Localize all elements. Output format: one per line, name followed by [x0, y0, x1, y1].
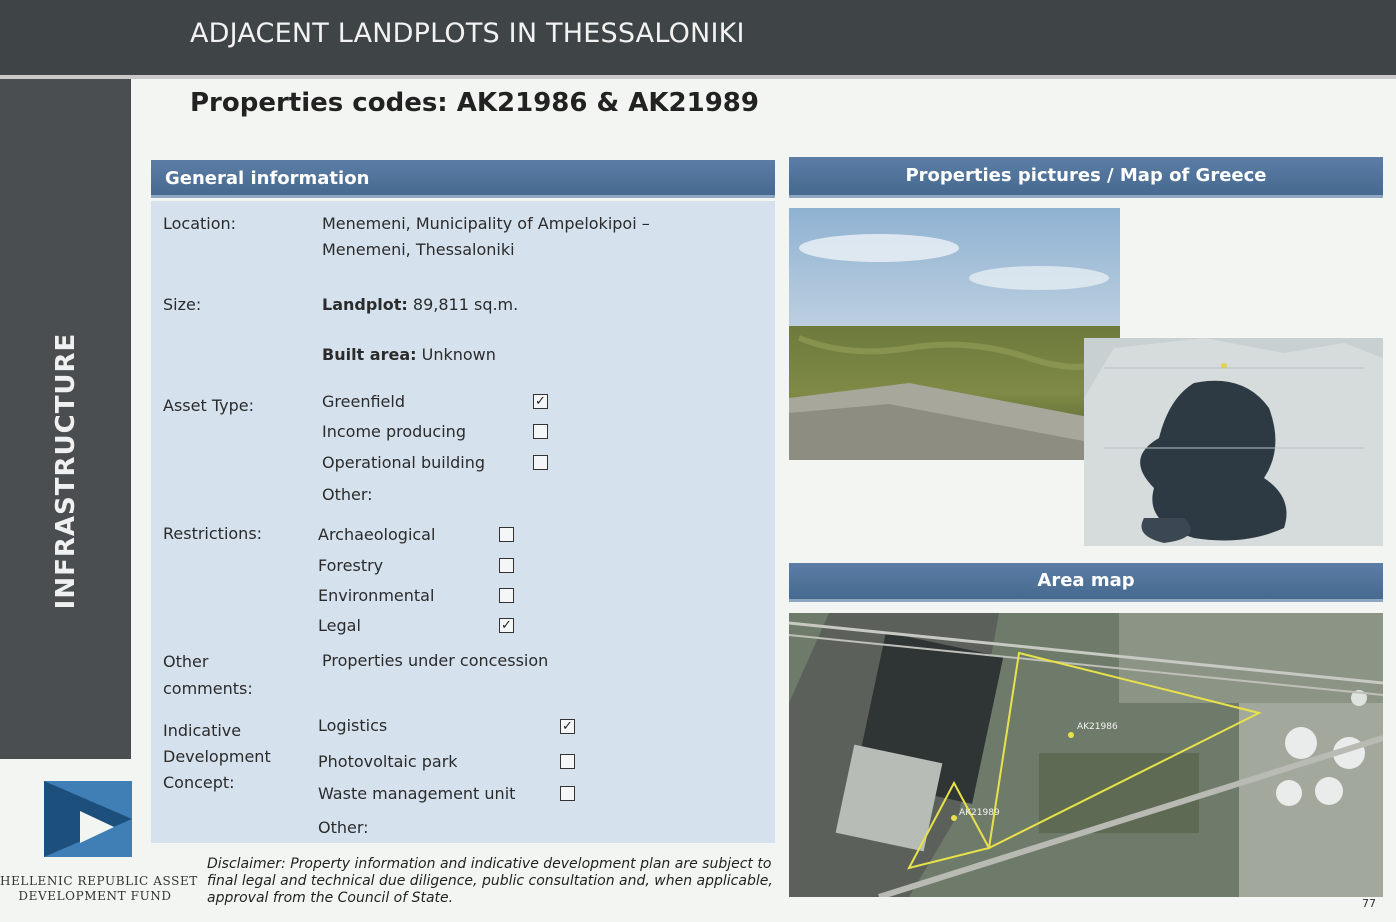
concept-option: Waste management unit	[318, 784, 516, 803]
restriction-option: Forestry	[318, 556, 384, 575]
asset-type-label: Asset Type:	[163, 396, 254, 415]
area-map-image	[789, 613, 1383, 897]
location-value-line2: Menemeni, Thessaloniki	[322, 240, 515, 259]
restriction-option: Legal	[318, 616, 361, 635]
pictures-header: Properties pictures / Map of Greece	[789, 157, 1383, 198]
hradf-logo	[44, 781, 132, 857]
area-map-label-ak21989: AK21989	[959, 808, 1000, 818]
category-sidebar	[0, 79, 131, 759]
asset-checkbox-income[interactable]	[533, 424, 548, 439]
location-label: Location:	[163, 214, 237, 233]
organization-name-line2: DEVELOPMENT FUND	[18, 889, 172, 903]
banner-title: ADJACENT LANDPLOTS IN THESSALONIKI	[190, 18, 745, 49]
built-area-label: Built area:	[322, 345, 417, 364]
banner-divider	[0, 75, 1396, 79]
disclaimer-lead: Disclaimer:	[207, 856, 286, 872]
concept-other: Other:	[318, 818, 369, 837]
area-map-header: Area map	[789, 563, 1383, 602]
restriction-checkbox-forestry[interactable]	[499, 558, 514, 573]
other-comments-value: Properties under concession	[322, 651, 549, 670]
organization-name-line1: HELLENIC REPUBLIC ASSET	[0, 874, 198, 888]
restriction-option: Archaeological	[318, 525, 436, 544]
restrictions-label: Restrictions:	[163, 524, 263, 543]
title-banner	[0, 0, 1396, 75]
asset-option: Income producing	[322, 422, 466, 441]
concept-label: Indicative	[163, 721, 242, 740]
restriction-option: Environmental	[318, 586, 435, 605]
concept-label-cont: Development	[163, 747, 271, 766]
restriction-checkbox-archaeological[interactable]	[499, 527, 514, 542]
restriction-checkbox-environmental[interactable]	[499, 588, 514, 603]
asset-checkbox-greenfield[interactable]: ✓	[533, 394, 548, 409]
concept-option: Photovoltaic park	[318, 752, 458, 771]
other-comments-label-cont: comments:	[163, 679, 253, 698]
other-comments-label: Other	[163, 652, 209, 671]
concept-option: Logistics	[318, 716, 388, 735]
disclaimer-text: Property information and indicative development plan are subject to final legal and technical due diligence, public consultation and, when applicable, approval from the Council of State.	[207, 856, 773, 906]
general-info-header: General information	[151, 160, 775, 198]
location-value-line1: Menemeni, Municipality of Ampelokipoi –	[322, 214, 650, 233]
concept-checkbox-waste[interactable]	[560, 786, 575, 801]
asset-option: Operational building	[322, 453, 486, 472]
size-label: Size:	[163, 295, 202, 314]
concept-checkbox-logistics[interactable]: ✓	[560, 719, 575, 734]
general-info-panel	[151, 201, 775, 843]
restriction-checkbox-legal[interactable]: ✓	[499, 618, 514, 633]
landplot-label: Landplot:	[322, 295, 408, 314]
concept-checkbox-photovoltaic[interactable]	[560, 754, 575, 769]
area-map-label-ak21986: AK21986	[1077, 722, 1118, 732]
concept-label-end: Concept:	[163, 773, 235, 792]
asset-checkbox-operational[interactable]	[533, 455, 548, 470]
site-photo	[789, 208, 1120, 460]
landplot-value: 89,811 sq.m.	[412, 295, 519, 314]
built-area	[322, 342, 496, 368]
page-title: Properties codes: AK21986 & AK21989	[190, 88, 759, 118]
greece-map	[1084, 338, 1383, 546]
page-number: 77	[1362, 897, 1376, 910]
landplot-size	[322, 292, 518, 318]
asset-option: Greenfield	[322, 392, 405, 411]
category-label: INFRASTRUCTURE	[51, 332, 81, 610]
organization-name	[0, 874, 198, 904]
asset-other: Other:	[322, 485, 373, 504]
disclaimer	[207, 856, 787, 907]
built-area-value: Unknown	[421, 345, 496, 364]
